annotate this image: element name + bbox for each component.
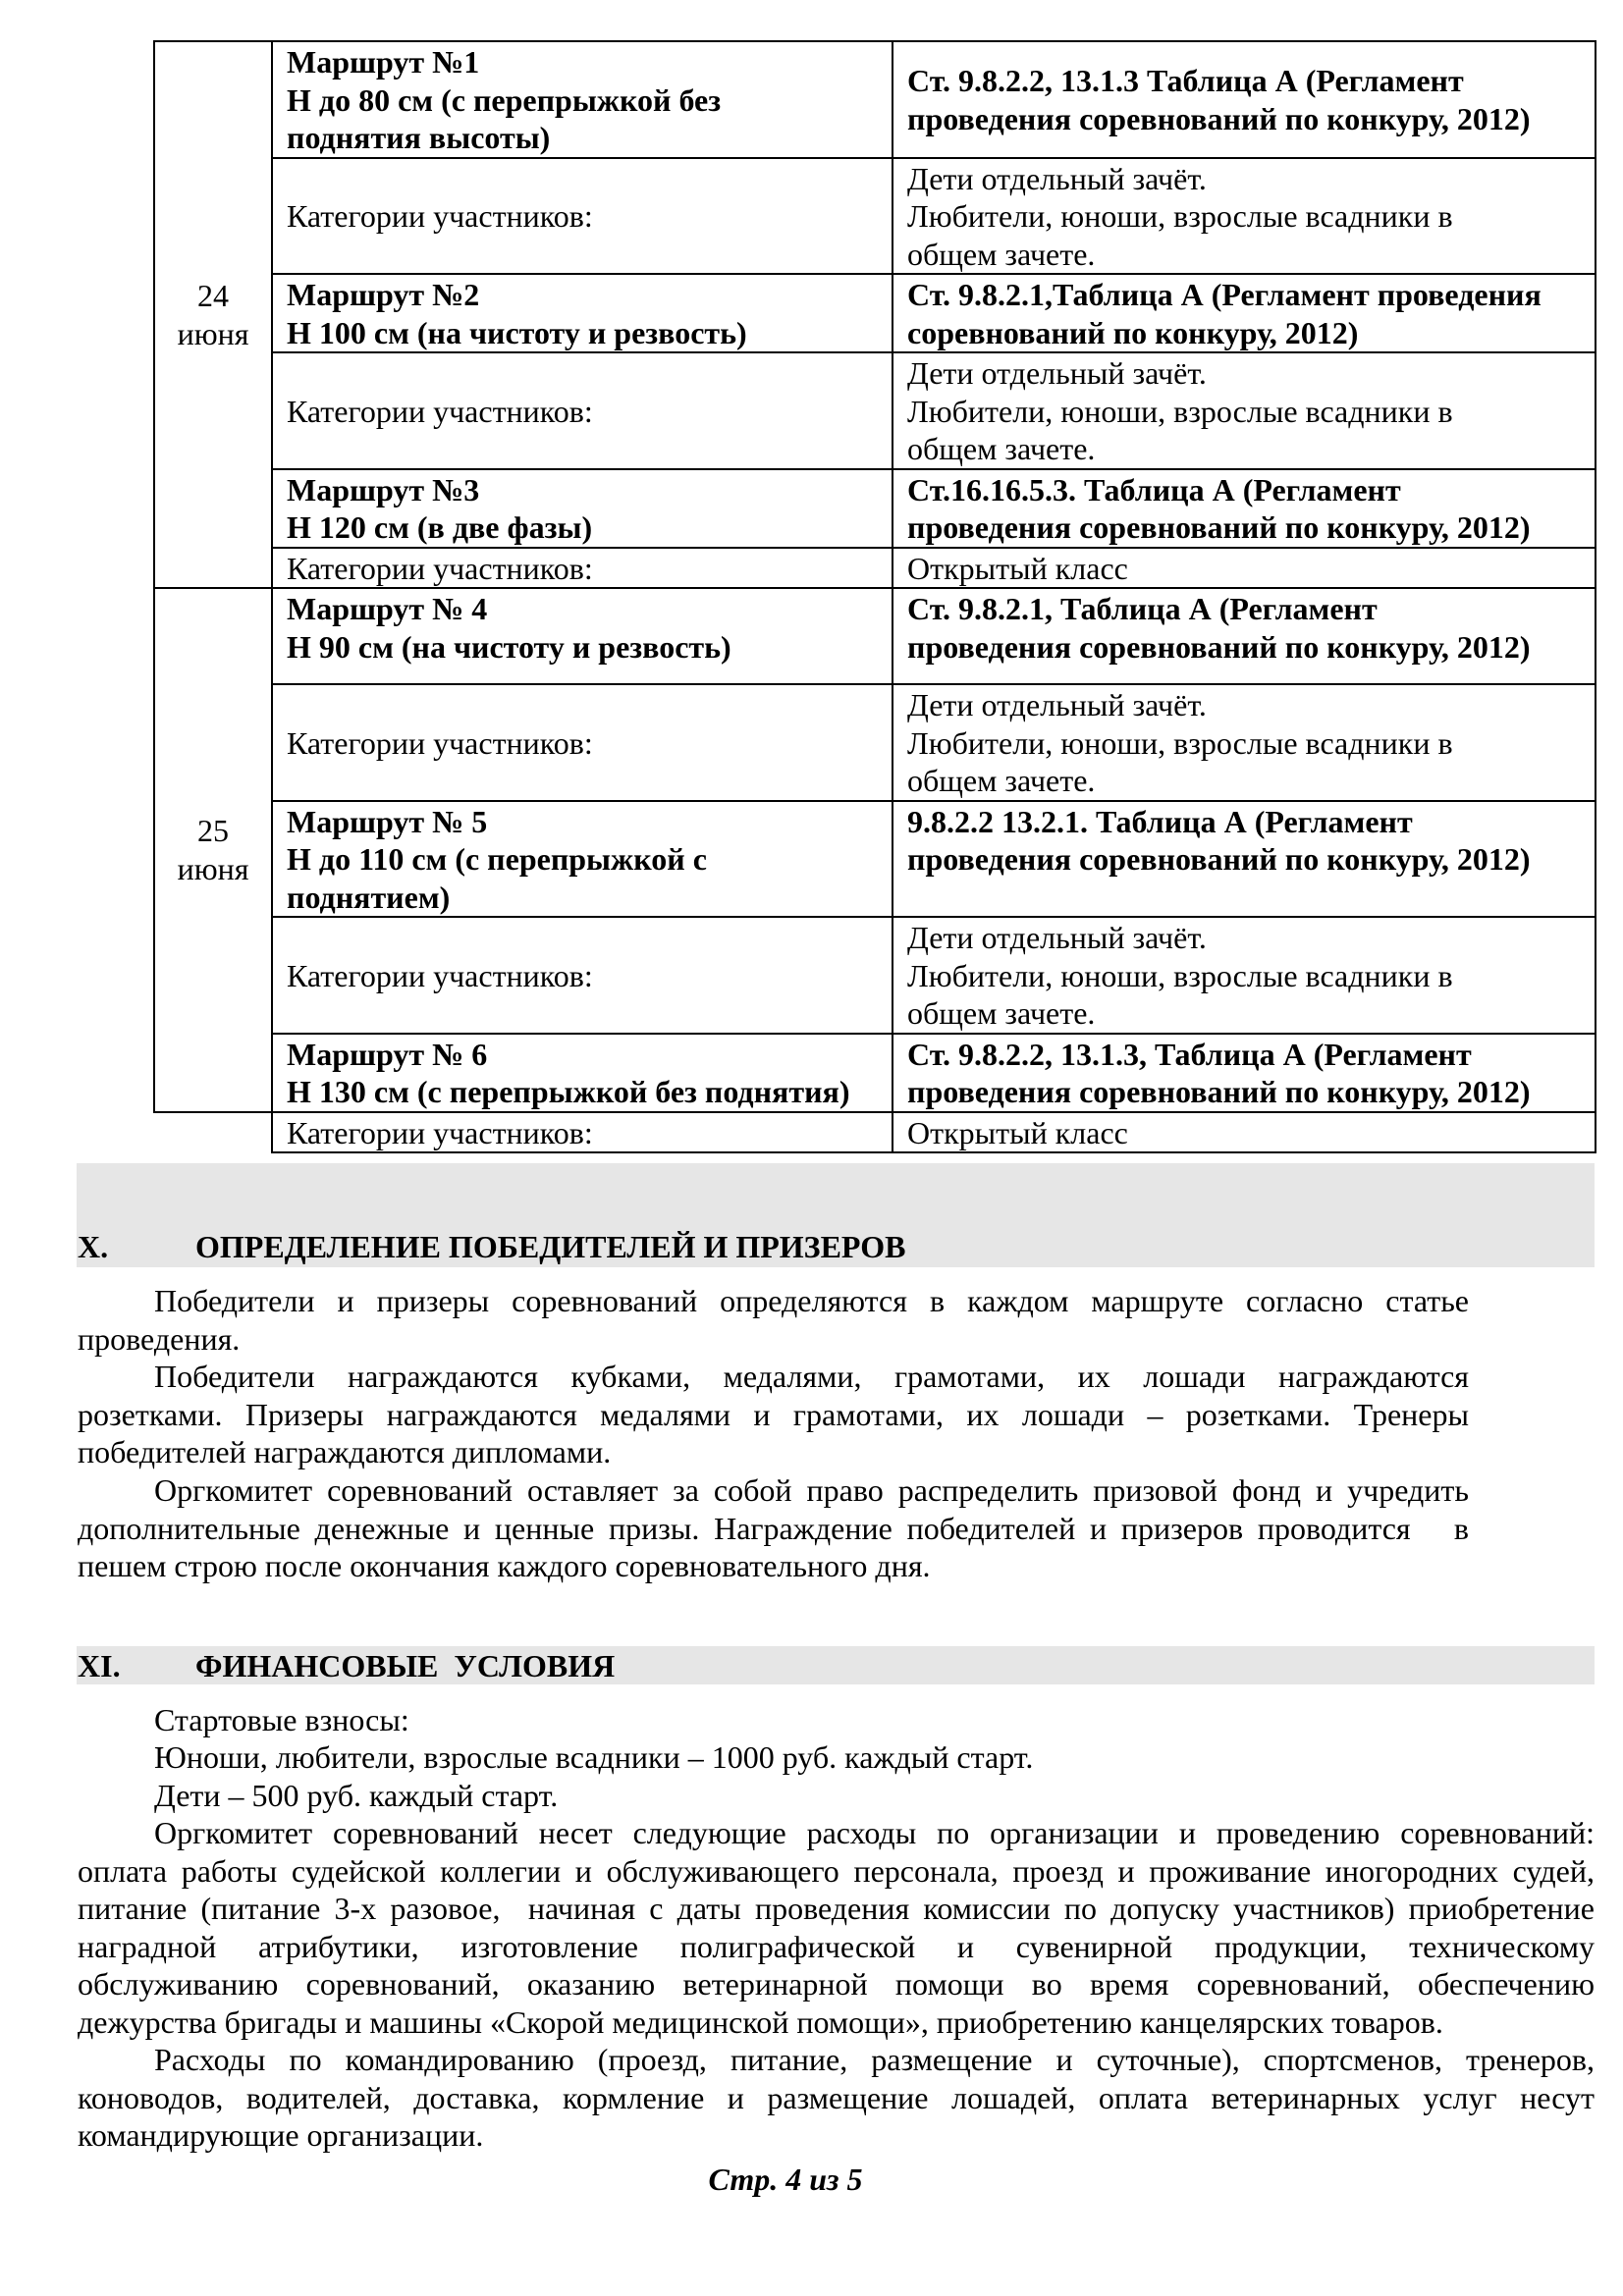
paragraph-line: обслуживанию соревнований, оказанию ветеринарной помощи во время соревнований, обеспечению (78, 1966, 1595, 2002)
day-month: июня (177, 850, 249, 886)
rule-text: соревнований по конкуру, 2012) (907, 314, 1359, 350)
category-text: Дети отдельный зачёт. (907, 355, 1207, 391)
category-value-cell (893, 158, 1596, 275)
category-value-cell (893, 684, 1596, 801)
fees-line: Дети – 500 руб. каждый старт. (154, 1778, 559, 1813)
day-number: 25 (197, 813, 229, 849)
rule-text: Ст. 9.8.2.1, Таблица А (Регламент (907, 591, 1378, 626)
rule-text: Ст. 9.8.2.2, 13.1.3 Таблица А (Регламент (907, 63, 1464, 99)
category-text: Дети отдельный зачёт. (907, 920, 1207, 955)
route-height: Н 130 см (с перепрыжкой без поднятия) (287, 1074, 850, 1109)
rule-text: Ст. 9.8.2.2, 13.1.3, Таблица А (Регламент (907, 1036, 1472, 1072)
rule-text: проведения соревнований по конкуру, 2012) (907, 841, 1531, 877)
category-value-cell (893, 548, 1596, 589)
route-title: Маршрут № 5 (287, 803, 488, 839)
section-number: X. (78, 1229, 109, 1264)
section-title: ФИНАНСОВЫЕ УСЛОВИЯ (195, 1648, 616, 1683)
paragraph (78, 2041, 1595, 2155)
category-text: общем зачете. (907, 431, 1096, 466)
category-label-cell (272, 1112, 893, 1153)
route-title: Маршрут №3 (287, 471, 480, 507)
day-number: 24 (197, 278, 229, 313)
rule-cell (893, 274, 1596, 352)
route-cell (272, 588, 893, 684)
category-label: Категории участников: (287, 550, 593, 586)
paragraph-line: Оргкомитет соревнований оставляет за собой право распределить призовой фонд и учредить (154, 1472, 1469, 1508)
category-text: общем зачете. (907, 763, 1096, 798)
paragraph (78, 1282, 1469, 1358)
rule-text: Ст. 9.8.2.1,Таблица А (Регламент проведения (907, 277, 1542, 312)
route-cell (272, 469, 893, 548)
category-label: Категории участников: (287, 1114, 593, 1150)
fees-line: Стартовые взносы: (154, 1702, 409, 1737)
paragraph-line: дежурства бригады и машины «Скорой медицинской помощи», приобретению канцелярских товаров. (78, 2003, 1443, 2040)
route-title: Маршрут №2 (287, 277, 480, 312)
route-height: Н до 80 см (с перепрыжкой без (287, 81, 722, 118)
paragraph-line: коноводов, водителей, доставка, кормление и размещение лошадей, оплата ветеринарных услуг несут (78, 2079, 1595, 2115)
route-height: Н 90 см (на чистоту и резвость) (287, 628, 731, 665)
route-title: Маршрут № 6 (287, 1036, 488, 1072)
paragraph (78, 1471, 1469, 1585)
empty-cell (154, 1112, 272, 1153)
route-height-cont: поднятия высоты) (287, 120, 551, 155)
paragraph-line: наградной атрибутики, изготовление полиграфической и сувенирной продукции, техническому (78, 1928, 1595, 1964)
category-value-cell (893, 352, 1596, 469)
category-label: Категории участников: (287, 393, 593, 429)
paragraph-line: Победители и призеры соревнований определяются в каждом маршруте согласно статье (154, 1283, 1469, 1318)
route-title: Маршрут № 4 (287, 591, 488, 626)
paragraph-line: питание (питание 3-х разовое, начиная с даты проведения комиссии по допуску участников) приобретение (78, 1891, 1595, 1926)
category-text: Дети отдельный зачёт. (907, 160, 1207, 196)
rule-text: Ст.16.16.5.3. Таблица А (Регламент (907, 471, 1401, 507)
route-cell (272, 274, 893, 352)
day-cell-25 (154, 588, 272, 1112)
paragraph-line: розетками. Призеры награждаются медалями и грамотами, их лошади – розетками. Тренеры (78, 1396, 1469, 1432)
route-height: Н 120 см (в две фазы) (287, 509, 593, 545)
paragraph-line: проведения. (78, 1320, 241, 1357)
section-title: ОПРЕДЕЛЕНИЕ ПОБЕДИТЕЛЕЙ И ПРИЗЕРОВ (195, 1229, 906, 1264)
category-label: Категории участников: (287, 724, 593, 761)
rule-cell (893, 469, 1596, 548)
day-month: июня (177, 315, 249, 351)
day-cell-24 (154, 41, 272, 588)
category-text: Открытый класс (907, 1114, 1128, 1150)
category-text: Любители, юноши, взрослые всадники в (907, 957, 1453, 993)
rule-text: проведения соревнований по конкуру, 2012) (907, 1074, 1531, 1109)
route-cell (272, 1034, 893, 1112)
paragraph-line: Победители награждаются кубками, медалями, грамотами, их лошади награждаются (154, 1359, 1469, 1394)
route-cell (272, 801, 893, 918)
category-value-cell (893, 917, 1596, 1034)
category-text: общем зачете. (907, 236, 1096, 272)
schedule-table (153, 40, 1596, 1153)
paragraph-line: Расходы по командированию (проезд, питание, размещение и суточные), спортсменов, тренеров, (154, 2042, 1595, 2077)
category-label: Категории участников: (287, 198, 593, 234)
rule-cell (893, 588, 1596, 684)
rule-cell (893, 41, 1596, 158)
paragraph-line: дополнительные денежные и ценные призы. Награждение победителей и призеров проводится в (78, 1510, 1469, 1546)
paragraph-line: оплата работы судейской коллегии и обслуживающего персонала, проезд и проживание иногородних судей, (78, 1852, 1595, 1889)
rule-text: проведения соревнований по конкуру, 2012) (907, 628, 1531, 665)
category-label-cell (272, 684, 893, 801)
rule-cell (893, 1034, 1596, 1112)
paragraph-line: командирующие организации. (78, 2117, 484, 2153)
category-label-cell (272, 352, 893, 469)
category-label-cell (272, 158, 893, 275)
route-title: Маршрут №1 (287, 44, 480, 80)
route-height: Н 100 см (на чистоту и резвость) (287, 314, 747, 350)
category-label-cell (272, 548, 893, 589)
paragraph-line: Оргкомитет соревнований несет следующие расходы по организации и проведению соревнований: (154, 1815, 1595, 1850)
category-text: Любители, юноши, взрослые всадники в (907, 198, 1453, 234)
category-label: Категории участников: (287, 957, 593, 993)
category-text: общем зачете. (907, 995, 1096, 1031)
route-cell (272, 41, 893, 158)
paragraph-line: пешем строю после окончания каждого соревновательного дня. (78, 1548, 931, 1583)
fees-line: Юноши, любители, взрослые всадники – 1000 руб. каждый старт. (154, 1739, 1034, 1775)
category-label-cell (272, 917, 893, 1034)
route-height-cont: поднятием) (287, 879, 451, 915)
category-text: Открытый класс (907, 550, 1128, 586)
page-number: Стр. 4 из 5 (708, 2162, 863, 2197)
rule-text: 9.8.2.2 13.2.1. Таблица А (Регламент (907, 803, 1413, 839)
category-value-cell (893, 1112, 1596, 1153)
paragraph (78, 1358, 1469, 1471)
paragraph (78, 1814, 1595, 2041)
section-number: XI. (78, 1648, 121, 1683)
category-text: Любители, юноши, взрослые всадники в (907, 724, 1453, 761)
category-text: Дети отдельный зачёт. (907, 687, 1207, 722)
rule-cell (893, 801, 1596, 918)
category-text: Любители, юноши, взрослые всадники в (907, 393, 1453, 429)
rule-text: проведения соревнований по конкуру, 2012) (907, 100, 1531, 136)
rule-text: проведения соревнований по конкуру, 2012) (907, 509, 1531, 545)
paragraph-line: победителей награждаются дипломами. (78, 1434, 612, 1469)
route-height: Н до 110 см (с перепрыжкой с (287, 841, 707, 877)
